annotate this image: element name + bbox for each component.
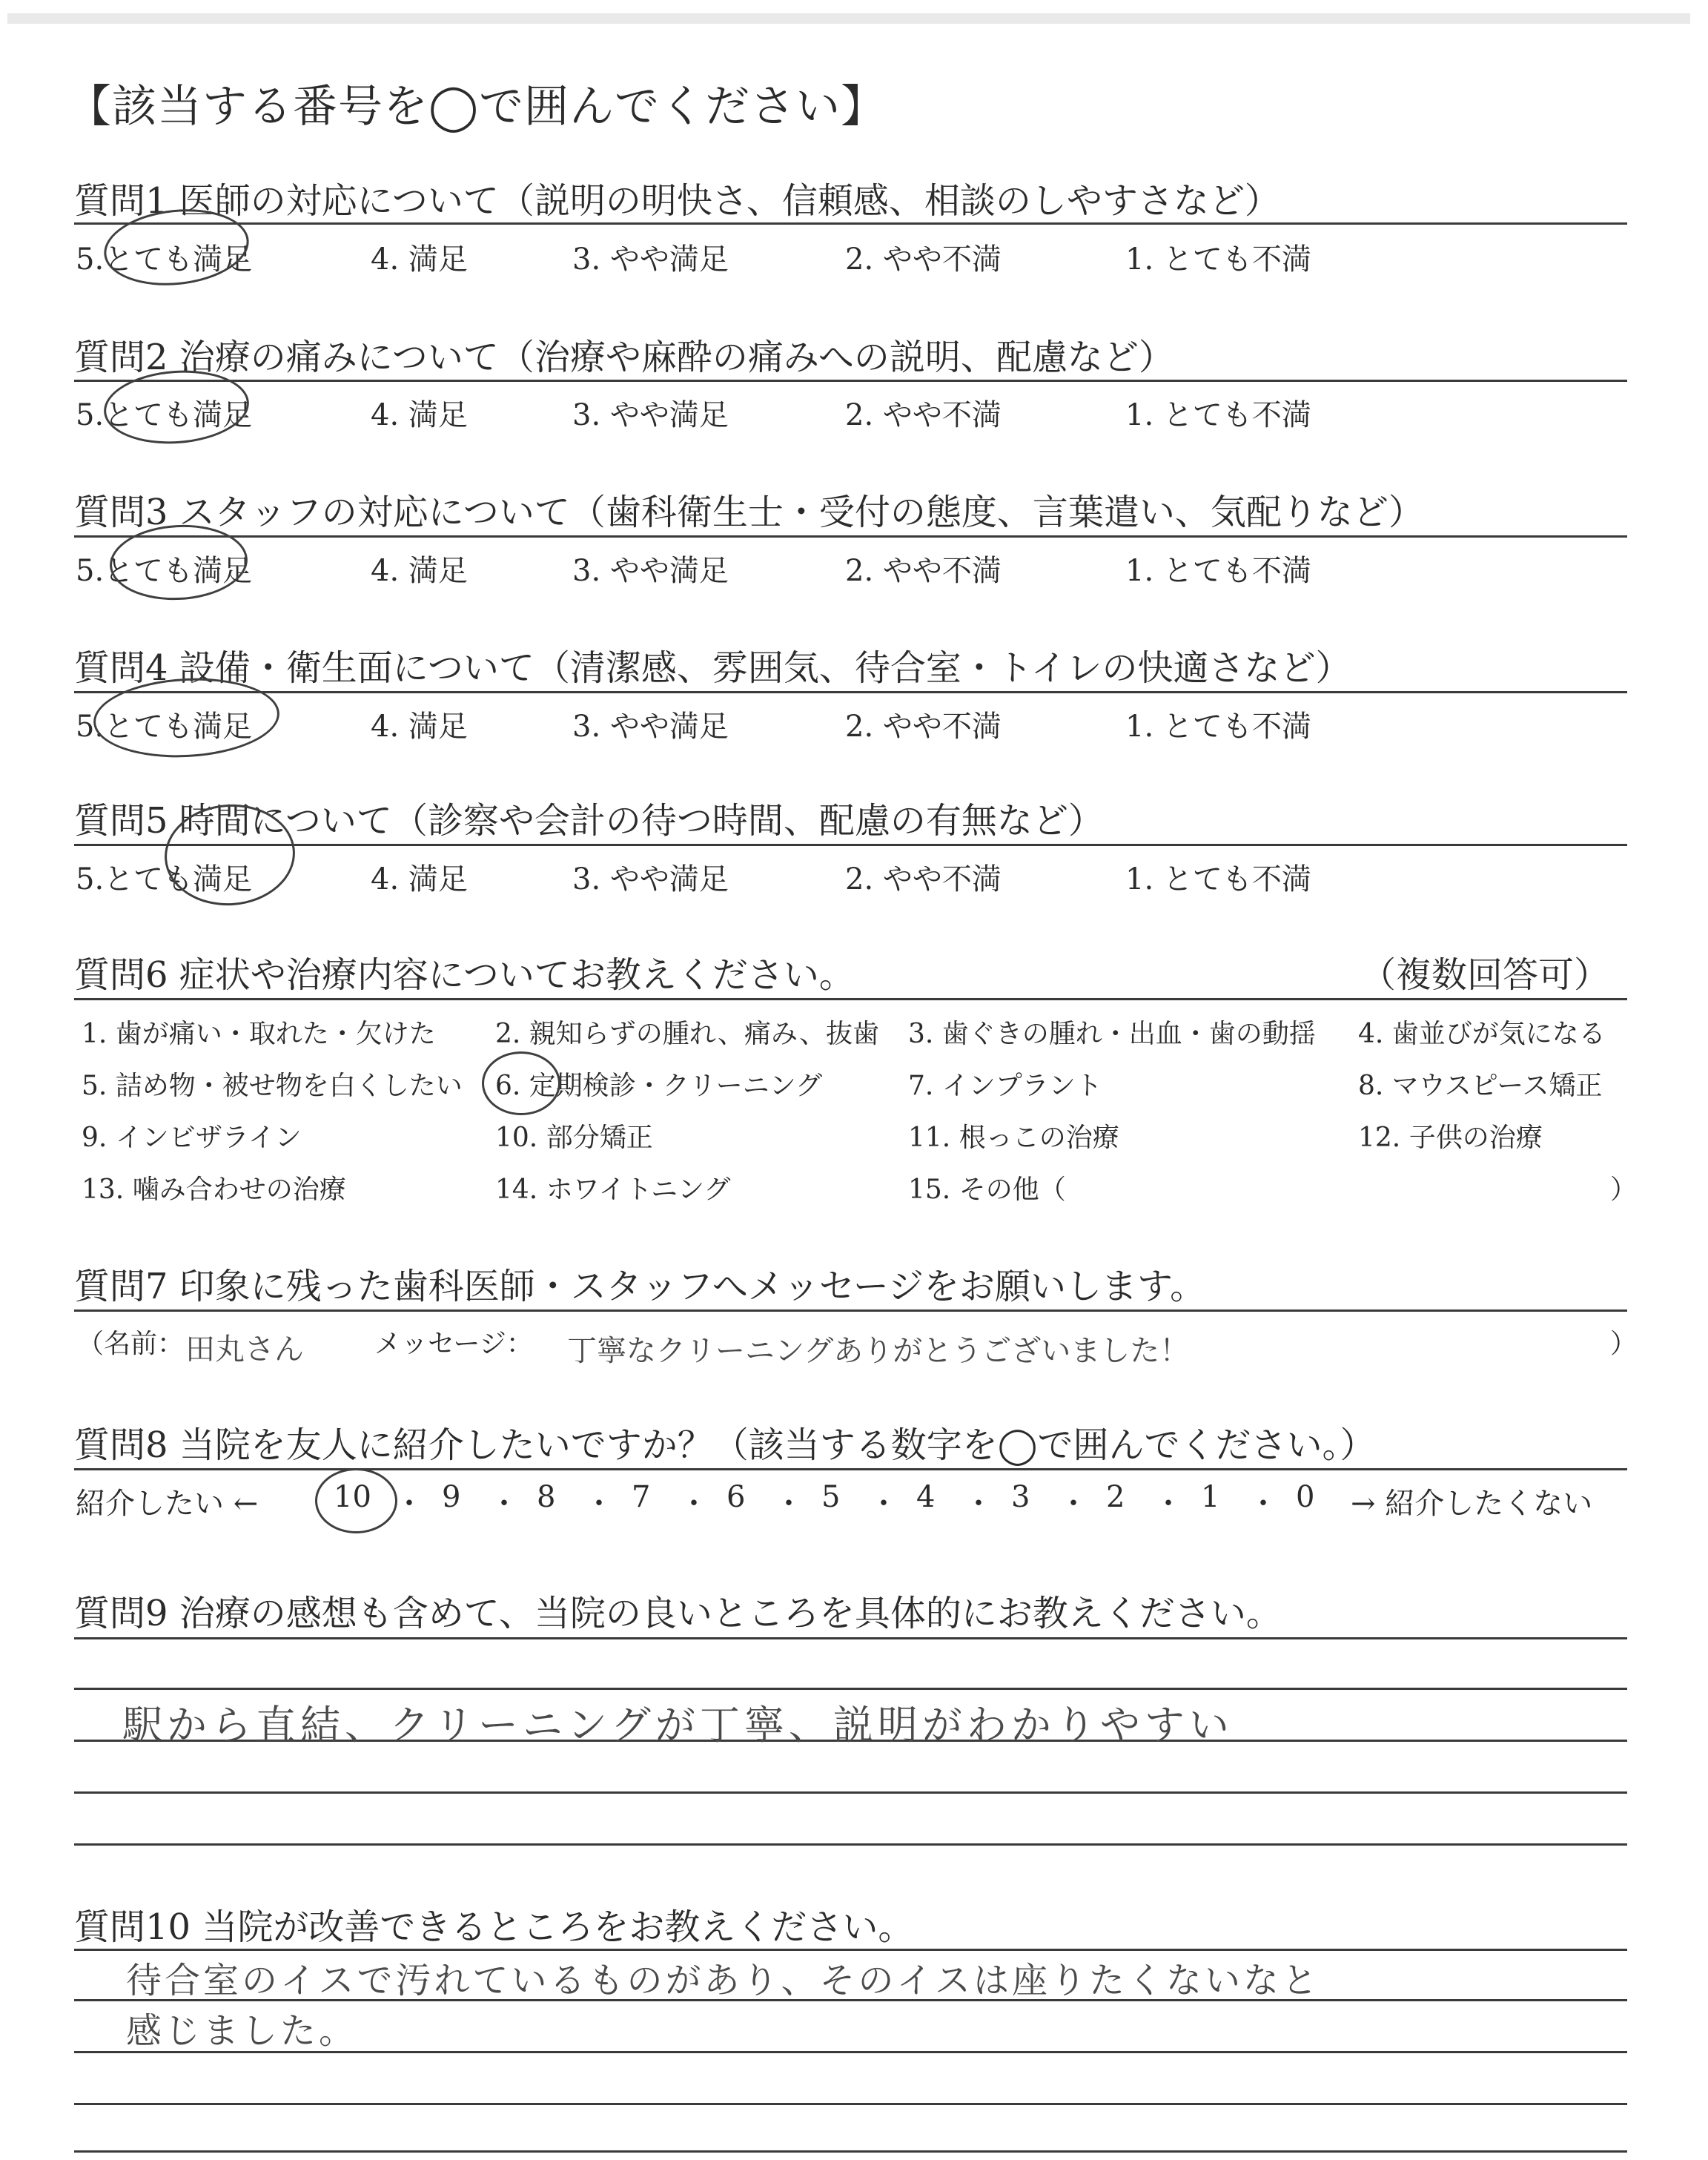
q6-item-8[interactable]: 8. マウスピース矯正	[1358, 1071, 1603, 1101]
q2-option-3[interactable]: 3. やや満足	[572, 398, 729, 432]
q8-selection-circle	[315, 1468, 397, 1533]
q4-option-4[interactable]: 4. 満足	[371, 710, 468, 744]
q6-title: 質問6 症状や治療内容についてお教えください。	[74, 954, 855, 996]
q8-sep: ・	[774, 1487, 804, 1521]
q6-item-15[interactable]: 15. その他（	[908, 1175, 1066, 1205]
q8-scale-5[interactable]: 5	[821, 1480, 841, 1514]
q6-item-1[interactable]: 1. 歯が痛い・取れた・欠けた	[82, 1019, 436, 1049]
scan-top-band	[7, 13, 1690, 24]
q6-item-10[interactable]: 10. 部分矯正	[495, 1123, 653, 1153]
q5-option-5[interactable]: 5.とても満足	[76, 862, 253, 896]
q6-item-7[interactable]: 7. インプラント	[908, 1071, 1102, 1101]
q6-item-5[interactable]: 5. 詰め物・被せ物を白くしたい	[82, 1071, 463, 1101]
q10-answer-line-1[interactable]: 待合室のイスで汚れているものがあり、そのイスは座りたくないなと	[126, 1960, 1321, 2001]
q9-rule-5	[74, 1843, 1627, 1846]
q4-option-5[interactable]: 5.とても満足	[76, 710, 253, 744]
q9-title: 質問9 治療の感想も含めて、当院の良いところを具体的にお教えください。	[74, 1593, 1282, 1634]
q3-option-4[interactable]: 4. 満足	[371, 554, 468, 588]
q4-rule	[74, 691, 1627, 693]
q5-option-3[interactable]: 3. やや満足	[572, 862, 729, 896]
q7-rule	[74, 1309, 1627, 1312]
q8-scale-8[interactable]: 8	[537, 1480, 556, 1514]
q8-sep: ・	[1153, 1487, 1183, 1521]
q6-item-9[interactable]: 9. インビザライン	[82, 1123, 302, 1153]
q8-sep: ・	[964, 1487, 993, 1521]
q1-title: 質問1 医師の対応について（説明の明快さ、信頼感、相談のしやすさなど）	[74, 180, 1280, 222]
q5-option-4[interactable]: 4. 満足	[371, 862, 468, 896]
q8-title: 質問8 当院を友人に紹介したいですか？（該当する数字を◯で囲んでください。）	[74, 1424, 1376, 1466]
q8-right-label: → 紹介したくない	[1351, 1487, 1593, 1521]
q3-option-1[interactable]: 1. とても不満	[1125, 554, 1311, 588]
q6-item-6[interactable]: 6. 定期検診・クリーニング	[495, 1071, 823, 1101]
q4-option-2[interactable]: 2. やや不満	[845, 710, 1002, 744]
q9-rule-4	[74, 1791, 1627, 1794]
q2-rule	[74, 380, 1627, 382]
q2-title: 質問2 治療の痛みについて（治療や麻酔の痛みへの説明、配慮など）	[74, 337, 1174, 378]
q1-option-1[interactable]: 1. とても不満	[1125, 242, 1311, 277]
q8-scale-0[interactable]: 0	[1296, 1480, 1315, 1514]
q7-name-value[interactable]: 田丸さん	[185, 1332, 304, 1367]
q8-sep: ・	[869, 1487, 898, 1521]
q7-name-label: （名前：	[77, 1329, 185, 1359]
q2-option-4[interactable]: 4. 満足	[371, 398, 468, 432]
q8-sep: ・	[394, 1487, 424, 1521]
q8-sep: ・	[679, 1487, 709, 1521]
q6-item-3[interactable]: 3. 歯ぐきの腫れ・出血・歯の動揺	[908, 1019, 1316, 1049]
q10-answer-line-2[interactable]: 感じました。	[126, 2010, 358, 2052]
q1-option-4[interactable]: 4. 満足	[371, 242, 468, 277]
q8-sep: ・	[584, 1487, 614, 1521]
q4-title: 質問4 設備・衛生面について（清潔感、雰囲気、待合室・トイレの快適さなど）	[74, 647, 1351, 689]
q5-title: 質問5 時間について（診察や会計の待つ時間、配慮の有無など）	[74, 800, 1104, 842]
q6-item-4[interactable]: 4. 歯並びが気になる	[1358, 1019, 1606, 1049]
q6-item-2[interactable]: 2. 親知らずの腫れ、痛み、抜歯	[495, 1019, 880, 1049]
q6-rule	[74, 998, 1627, 1000]
q3-option-2[interactable]: 2. やや不満	[845, 554, 1002, 588]
q7-close: ）	[1610, 1329, 1638, 1359]
q8-scale-1[interactable]: 1	[1201, 1480, 1220, 1514]
q7-title: 質問7 印象に残った歯科医師・スタッフへメッセージをお願いします。	[74, 1266, 1206, 1307]
q8-scale-2[interactable]: 2	[1106, 1480, 1125, 1514]
q3-title: 質問3 スタッフの対応について（歯科衛生士・受付の態度、言葉遣い、気配りなど）	[74, 492, 1424, 533]
q8-scale-3[interactable]: 3	[1011, 1480, 1030, 1514]
q1-option-5[interactable]: 5.とても満足	[76, 242, 253, 277]
q6-selection-circle	[482, 1051, 560, 1115]
q3-option-5[interactable]: 5.とても満足	[76, 554, 253, 588]
q3-option-3[interactable]: 3. やや満足	[572, 554, 729, 588]
q10-rule-1	[74, 1949, 1627, 1951]
q6-item-11[interactable]: 11. 根っこの治療	[908, 1123, 1119, 1153]
q1-rule	[74, 222, 1627, 225]
q8-scale-4[interactable]: 4	[916, 1480, 936, 1514]
q10-title: 質問10 当院が改善できるところをお教えください。	[74, 1906, 914, 1948]
q6-item-13[interactable]: 13. 噛み合わせの治療	[82, 1175, 346, 1205]
q8-scale-6[interactable]: 6	[726, 1480, 746, 1514]
q9-rule-1	[74, 1637, 1627, 1639]
q2-option-2[interactable]: 2. やや不満	[845, 398, 1002, 432]
form-heading: 【該当する番号を◯で囲んでください】	[67, 81, 887, 133]
q1-option-2[interactable]: 2. やや不満	[845, 242, 1002, 277]
q9-rule-2	[74, 1688, 1627, 1690]
q8-scale-7[interactable]: 7	[632, 1480, 651, 1514]
q6-note: （複数回答可）	[1360, 954, 1610, 996]
q2-option-5[interactable]: 5.とても満足	[76, 398, 253, 432]
q10-rule-5	[74, 2150, 1627, 2153]
q6-item-12[interactable]: 12. 子供の治療	[1358, 1123, 1543, 1153]
q8-rule	[74, 1468, 1627, 1470]
q8-scale-10[interactable]: 10	[334, 1480, 371, 1514]
q10-rule-4	[74, 2103, 1627, 2105]
q9-answer[interactable]: 駅から直結、クリーニングが丁寧、説明がわかりやすい	[122, 1702, 1234, 1748]
q5-option-1[interactable]: 1. とても不満	[1125, 862, 1311, 896]
q5-rule	[74, 844, 1627, 846]
q7-message-value[interactable]: 丁寧なクリーニングありがとうございました！	[567, 1334, 1190, 1368]
q3-rule	[74, 535, 1627, 538]
q8-sep: ・	[1059, 1487, 1088, 1521]
q8-scale-9[interactable]: 9	[442, 1480, 461, 1514]
q6-item-15-close: ）	[1610, 1175, 1638, 1205]
q8-sep: ・	[489, 1487, 519, 1521]
q8-left-label: 紹介したい ←	[76, 1487, 259, 1521]
q4-option-1[interactable]: 1. とても不満	[1125, 710, 1311, 744]
q2-option-1[interactable]: 1. とても不満	[1125, 398, 1311, 432]
q1-option-3[interactable]: 3. やや満足	[572, 242, 729, 277]
q6-item-14[interactable]: 14. ホワイトニング	[495, 1175, 731, 1205]
q4-option-3[interactable]: 3. やや満足	[572, 710, 729, 744]
q7-message-label: メッセージ：	[374, 1329, 533, 1359]
q8-sep: ・	[1248, 1487, 1278, 1521]
q5-option-2[interactable]: 2. やや不満	[845, 862, 1002, 896]
